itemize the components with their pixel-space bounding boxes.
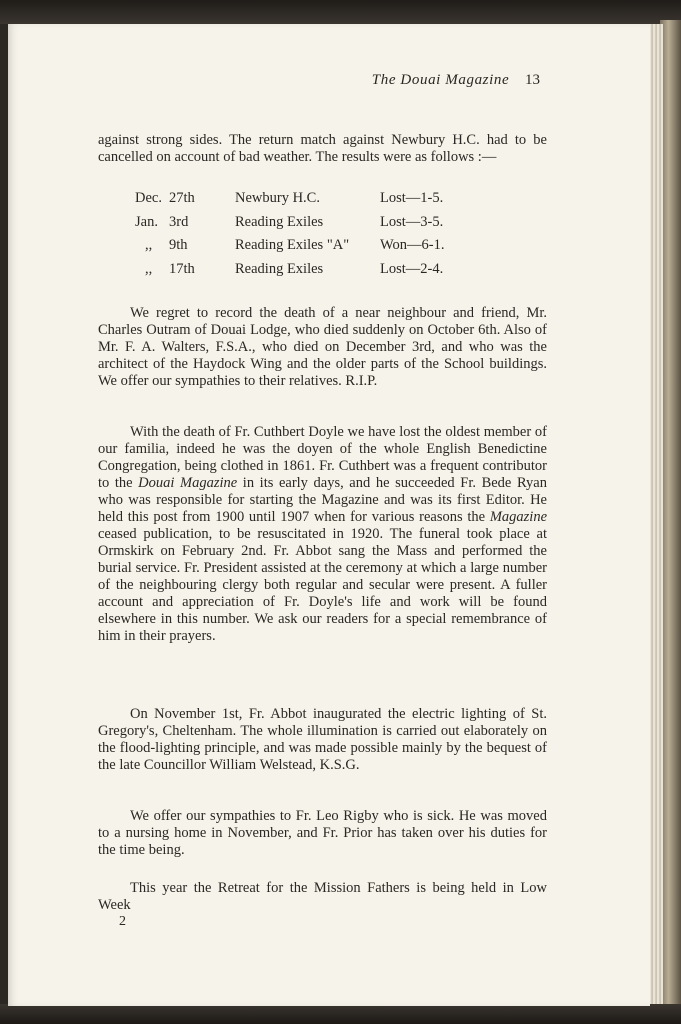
result-score: Lost—2-4. xyxy=(380,260,444,277)
result-score: Won—6-1. xyxy=(380,237,445,253)
doyle-italic-title: Douai Magazine xyxy=(138,475,238,491)
result-day: 27th xyxy=(169,190,195,206)
doyle-text-part: ceased publication, to be resuscitated in 1920. The funeral took place at Ormskirk on February 2nd. Fr. Abbot sang the Mass and performed the burial service. Fr. President assisted at the ceremony at which a large number of the neighbouring clergy both regular and secular were present. A fuller account and appreciation of Fr. Doyle's life and work will be found elsewhere in this number. We ask our readers for a special remembrance of him in their prayers. xyxy=(98,526,547,644)
page-number: 13 xyxy=(525,72,540,88)
paragraph-electric-lighting: On November 1st, Fr. Abbot inaugurated the electric lighting of St. Gregory's, Cheltenham. The whole illumination is carried out elaborately on the flood-lighting principle, and was made possible mainly by the bequest of the late Councillor William Welstead, K.S.G. xyxy=(98,706,547,773)
result-score: Lost—1-5. xyxy=(380,190,444,206)
results-table xyxy=(131,190,491,284)
paragraph-leo-rigby: We offer our sympathies to Fr. Leo Rigby who is sick. He was moved to a nursing home in November, and Fr. Prior has taken over his duties for the time being. xyxy=(98,808,547,858)
doyle-text-part: With the death of Fr. Cuthbert Doyle we have lost the oldest member of our familia, indeed he was the doyen of the whole English Benedictine Congregation, being clothed in 1861. Fr. Cuthbert was a frequent contributor to the xyxy=(98,424,547,491)
result-opponent: Newbury H.C. xyxy=(235,190,320,206)
result-month: Dec. xyxy=(135,190,162,206)
doyle-italic-title: Magazine xyxy=(489,509,547,525)
running-head xyxy=(100,72,540,89)
running-title: The Douai Magazine xyxy=(371,72,510,88)
result-day: 9th xyxy=(169,237,188,253)
result-month: Jan. xyxy=(135,213,158,230)
result-opponent: Reading Exiles xyxy=(235,260,324,277)
book-cover-bottom-edge xyxy=(0,1004,681,1024)
result-month: ,, xyxy=(145,260,153,277)
paragraph-obituary-doyle xyxy=(98,424,547,645)
doyle-text-part: in its early days, and he succeeded Fr. Bede Ryan who was responsible for starting the Magazine and was its first Editor. He held this post from 1900 until 1907 when for various reasons the xyxy=(98,475,547,525)
printer-signature-mark: 2 xyxy=(119,914,126,929)
result-opponent: Reading Exiles "A" xyxy=(235,237,350,253)
result-day: 17th xyxy=(169,260,195,277)
results-row xyxy=(131,214,491,238)
book-cover-right-edge xyxy=(660,20,681,1010)
result-opponent: Reading Exiles xyxy=(235,213,324,230)
paragraph-obituary-outram-walters: We regret to record the death of a near neighbour and friend, Mr. Charles Outram of Douai Lodge, who died suddenly on October 6th. Also of Mr. F. A. Walters, F.S.A., who died on December 3rd, and who was the architect of the Haydock Wing and the older parts of the School buildings. We offer our sympathies to their relatives. R.I.P. xyxy=(98,305,547,389)
result-day: 3rd xyxy=(169,213,189,230)
result-score: Lost—3-5. xyxy=(380,213,444,230)
result-month: ,, xyxy=(145,237,153,253)
results-row xyxy=(131,261,491,285)
results-row xyxy=(131,237,491,261)
book-cover-top-edge xyxy=(0,0,681,24)
results-row xyxy=(131,190,491,214)
paragraph-hockey-intro: against strong sides. The return match against Newbury H.C. had to be cancelled on account of bad weather. The results were as follows :— xyxy=(98,132,547,165)
paragraph-retreat: This year the Retreat for the Mission Fathers is being held in Low Week xyxy=(98,880,547,913)
